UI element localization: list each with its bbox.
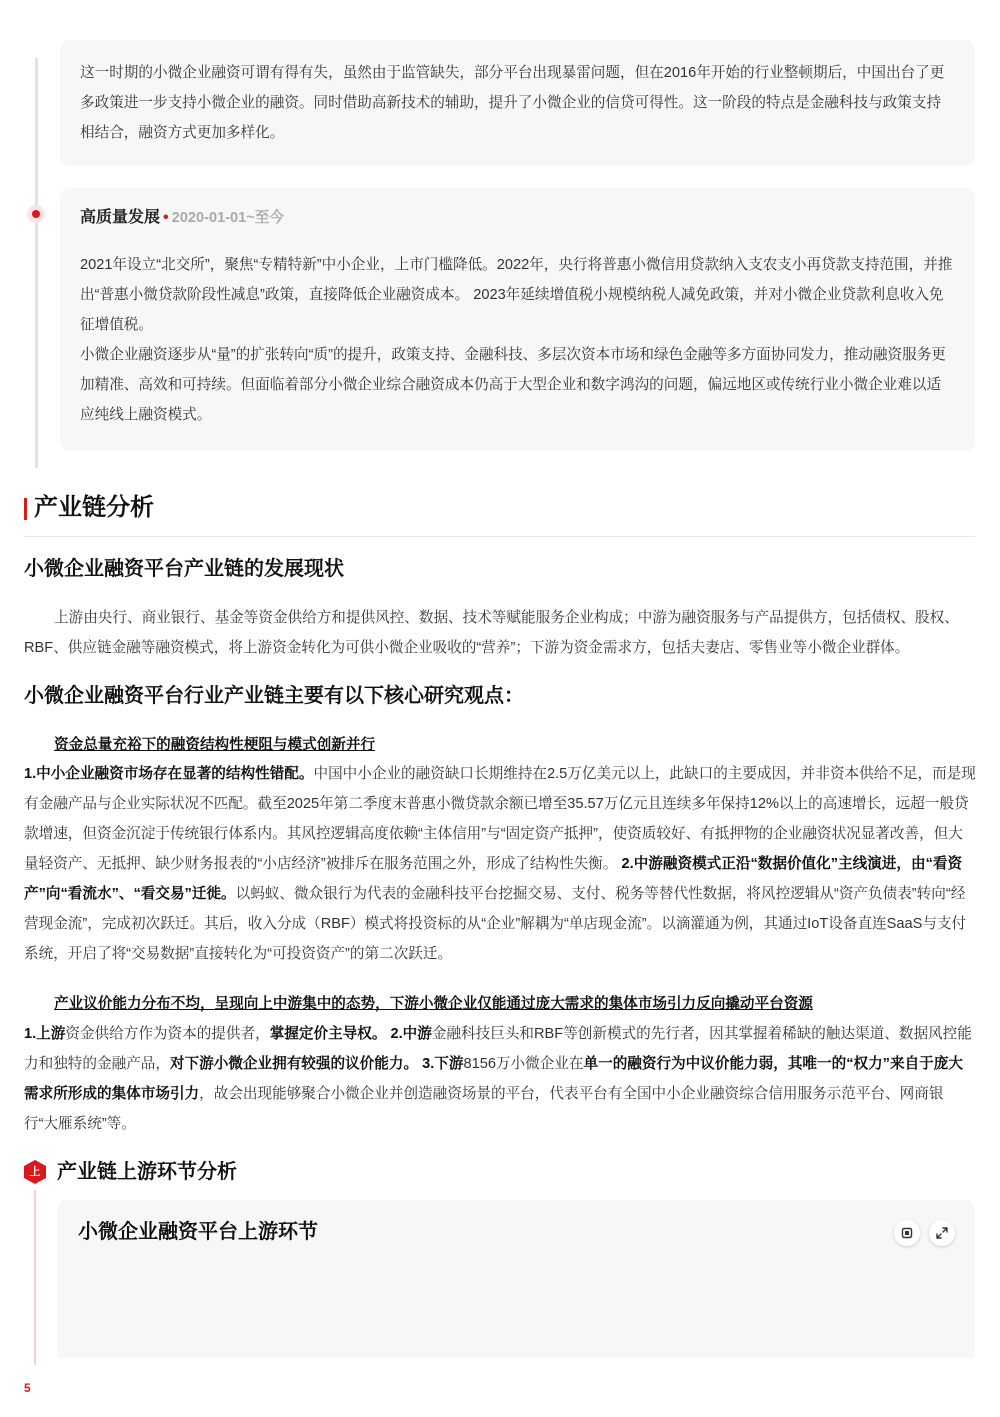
view1-text-2: 以蚂蚁、微众银行为代表的金融科技平台挖掘交易、支付、税务等替代性数据，将风控逻辑从“资产负债表”转向“经营现金流”，完成初次跃迁。其后，收入分成（RBF）模式将投资标的从“企业”解耦为“单店现金流”。以滴灌通为例，其通过IoT设备直连SaaS与支付系统，开启了将“交易数据”直接转化为“可投资资产”的第二次跃迁。 (24, 886, 967, 962)
page-number: 5 (24, 1381, 31, 1395)
timeline-stage-title (80, 205, 955, 231)
stage-separator: • (163, 209, 169, 226)
upstream-title: 产业链上游环节分析 (57, 1161, 237, 1183)
stage-paragraph-1: 2021年设立“北交所”，聚焦“专精特新”中小企业，上市门槛降低。2022年，央行将普惠小微信用贷款纳入支农支小再贷款支持范围，并推出“普惠小微贷款阶段性减息”政策，直接降低企业融资成本。 2023年延续增值税小规模纳税人减免政策，并对小微企业贷款利息收入免征增值税。 (80, 257, 953, 333)
expand-button[interactable] (929, 1220, 955, 1246)
view2-text-3: 8156万小微企业在 (463, 1056, 584, 1072)
view1-text-1: 中国中小企业的融资缺口长期维持在2.5万亿美元以上，此缺口的主要成因，并非资本供给不足，而是现有金融产品与企业实际状况不匹配。截至2025年第二季度末普惠小微贷款余额已增至35.57万亿元且连续多年保持12%以上的高速增长，远超一般贷款增速，但资金沉淀于传统银行体系内。其风控逻辑高度依赖“主体信用”与“固定资产抵押”，使资质较好、有抵押物的企业融资状况显著改善，但大量轻资产、无抵押、缺少财务报表的“小店经济”被排斥在服务范围之外，形成了结构性失衡。 (24, 766, 976, 872)
upstream-chart-card (57, 1200, 975, 1358)
section-accent-bar (24, 498, 27, 520)
upstream-chart-title: 小微企业融资平台上游环节 (78, 1221, 318, 1243)
view1-bold-2: 2.中游融资模式正沿“数据价值化”主线演进，由“看资产”向“看流水”、“看交易”迁徙。 (24, 856, 963, 902)
image-view-button[interactable] (894, 1220, 920, 1246)
upstream-badge-icon (24, 1160, 46, 1184)
view1-paragraph (24, 759, 976, 969)
timeline-dot (27, 205, 45, 223)
timeline-card-prev (60, 40, 975, 166)
status-heading: 小微企业融资平台产业链的发展现状 (24, 558, 344, 580)
status-paragraph: 上游由央行、商业银行、基金等资金供给方和提供风控、数据、技术等赋能服务企业构成；中游为融资服务与产品提供方，包括债权、股权、RBF、供应链金融等融资模式，将上游资金转化为可供小微企业吸收的“营养”；下游为资金需求方，包括夫妻店、零售业等小微企业群体。 (24, 610, 959, 656)
views-heading: 小微企业融资平台行业产业链主要有以下核心研究观点： (24, 685, 524, 707)
view2-subhead: 产业议价能力分布不均，呈现向上中游集中的态势，下游小微企业仅能通过庞大需求的集体市场引力反向撬动平台资源 (54, 996, 813, 1012)
timeline-prev-text: 这一时期的小微企业融资可谓有得有失，虽然由于监管缺失，部分平台出现暴雷问题，但在2016年开始的行业整顿期后，中国出台了更多政策进一步支持小微企业的融资。同时借助高新技术的辅助，提升了小微企业的信贷可得性。这一阶段的特点是金融科技与政策支持相结合，融资方式更加多样化。 (80, 65, 945, 141)
expand-icon (935, 1226, 949, 1240)
stage-name: 高质量发展 (80, 209, 161, 226)
stage-date: 2020-01-01~至今 (171, 210, 284, 226)
view2-text-2: 金融科技巨头和RBF等创新模式的先行者，因其掌握着稀缺的触达渠道、数据风控能力和独特的金融产品， (24, 1026, 972, 1072)
view1-subhead: 资金总量充裕下的融资结构性梗阻与模式创新并行 (54, 737, 376, 753)
section-title: 产业链分析 (34, 494, 154, 521)
view1-bold-1: 1.中小企业融资市场存在显著的结构性错配。 (24, 766, 314, 782)
view2-bold-4: 单一的融资行为中议价能力弱，其唯一的“权力”来自于庞大需求所形成的集体市场引力 (24, 1056, 963, 1102)
view2-paragraph (24, 1019, 976, 1139)
upstream-guide-line (34, 1190, 36, 1365)
section-header (24, 492, 975, 537)
stage-paragraph-2: 小微企业融资逐步从“量”的扩张转向“质”的提升，政策支持、金融科技、多层次资本市场和绿色金融等多方面协同发力，推动融资服务更加精准、高效和可持续。但面临着部分小微企业综合融资成本仍高于大型企业和数字鸿沟的问题，偏远地区或传统行业小微企业难以适应纯线上融资模式。 (80, 347, 946, 423)
view2-bold-2: 掌握定价主导权。 2.中游 (269, 1026, 432, 1042)
image-icon (900, 1226, 914, 1240)
view2-bold-1: 1.上游 (24, 1026, 66, 1042)
timeline-card-high-quality (60, 188, 975, 451)
upstream-badge-label: 上 (29, 1166, 41, 1178)
view2-text-1: 资金供给方作为资本的提供者， (65, 1026, 270, 1042)
timeline-line (35, 58, 38, 468)
view2-bold-3: 对下游小微企业拥有较强的议价能力。 3.下游 (169, 1056, 464, 1072)
view2-text-4: ，故会出现能够聚合小微企业并创造融资场景的平台，代表平台有全国中小企业融资综合信用服务示范平台、网商银行“大雁系统”等。 (24, 1086, 944, 1132)
